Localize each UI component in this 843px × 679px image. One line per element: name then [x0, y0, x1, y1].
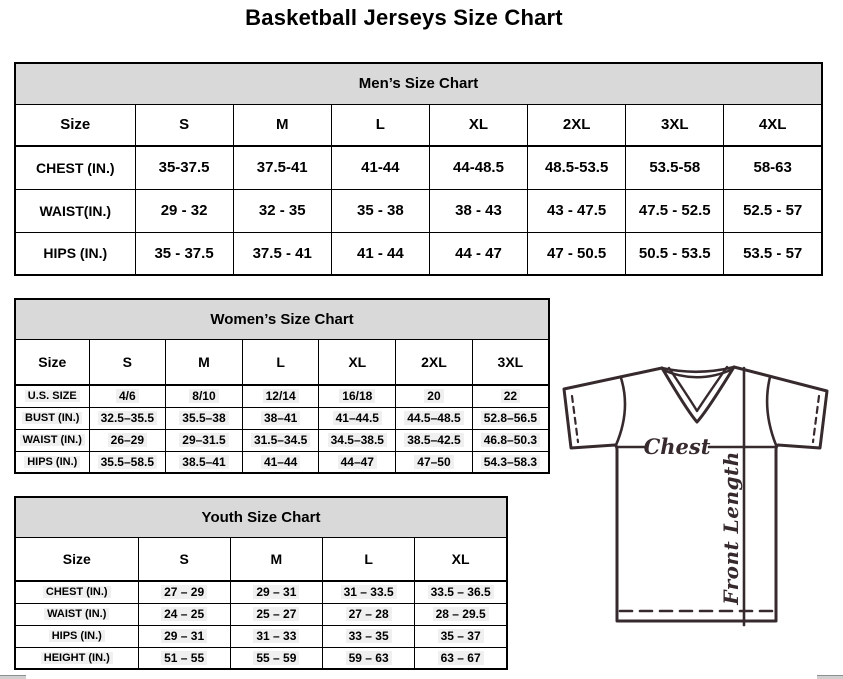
youth-row-label-text: HEIGHT (IN.)	[41, 652, 113, 664]
mens-row-label: CHEST (IN.)	[15, 146, 135, 189]
womens-value-cell	[319, 407, 396, 429]
youth-column-header-l: L	[323, 537, 415, 581]
womens-value-text: 38–41	[261, 411, 300, 425]
womens-row-label	[15, 407, 89, 429]
mens-value-cell: 29 - 32	[135, 189, 233, 232]
womens-value-cell	[166, 385, 243, 407]
mens-value-cell: 52.5 - 57	[724, 189, 822, 232]
youth-value-text: 51 – 55	[161, 651, 207, 665]
youth-value-cell	[230, 625, 322, 647]
womens-value-cell	[472, 451, 549, 473]
youth-row-label-text: WAIST (IN.)	[44, 608, 109, 620]
womens-column-header-s: S	[89, 339, 166, 385]
womens-value-text: 20	[424, 389, 443, 403]
right-shoulder-seam	[767, 377, 776, 445]
mens-value-cell: 38 - 43	[429, 189, 527, 232]
womens-table-row	[15, 451, 549, 473]
womens-table-row	[15, 429, 549, 451]
youth-row-label	[15, 603, 138, 625]
youth-value-text: 27 – 28	[346, 607, 392, 621]
womens-value-text: 31.5–34.5	[251, 433, 310, 447]
mens-value-cell: 58-63	[724, 146, 822, 189]
womens-column-header-2xl: 2XL	[396, 339, 473, 385]
youth-table-row	[15, 603, 507, 625]
youth-value-text: 28 – 29.5	[433, 607, 489, 621]
womens-value-cell	[242, 451, 319, 473]
womens-value-text: 38.5–41	[179, 455, 228, 469]
youth-value-text: 25 – 27	[253, 607, 299, 621]
youth-column-header-s: S	[138, 537, 230, 581]
womens-size-table	[14, 298, 550, 474]
youth-value-text: 31 – 33.5	[341, 585, 397, 599]
womens-value-cell	[472, 429, 549, 451]
mens-value-cell: 47 - 50.5	[528, 232, 626, 275]
womens-value-cell	[89, 385, 166, 407]
youth-value-text: 29 – 31	[253, 585, 299, 599]
mens-value-cell: 53.5-58	[626, 146, 724, 189]
womens-column-header-m: M	[166, 339, 243, 385]
mens-value-cell: 50.5 - 53.5	[626, 232, 724, 275]
mens-table-row	[15, 146, 822, 189]
youth-value-cell	[138, 603, 230, 625]
youth-column-header-m: M	[230, 537, 322, 581]
womens-value-text: 44–47	[338, 455, 377, 469]
womens-value-cell	[242, 407, 319, 429]
womens-value-cell	[319, 451, 396, 473]
womens-value-text: 35.5–38	[179, 411, 228, 425]
womens-column-header-3xl: 3XL	[472, 339, 549, 385]
youth-value-cell	[230, 581, 322, 603]
womens-value-cell	[396, 429, 473, 451]
youth-value-cell	[138, 625, 230, 647]
mens-size-header-cell: Size	[15, 104, 135, 146]
youth-value-cell	[138, 581, 230, 603]
womens-value-cell	[166, 429, 243, 451]
youth-value-text: 33 – 35	[346, 629, 392, 643]
mens-column-header-xl: XL	[429, 104, 527, 146]
womens-size-header-cell: Size	[15, 339, 89, 385]
womens-value-cell	[396, 407, 473, 429]
youth-value-text: 27 – 29	[161, 585, 207, 599]
youth-value-cell	[415, 647, 507, 669]
womens-value-cell	[472, 407, 549, 429]
mens-value-cell: 48.5-53.5	[528, 146, 626, 189]
mens-value-cell: 35 - 37.5	[135, 232, 233, 275]
youth-size-header-cell: Size	[15, 537, 138, 581]
womens-row-label	[15, 429, 89, 451]
mens-value-cell: 43 - 47.5	[528, 189, 626, 232]
womens-value-text: 8/10	[189, 389, 218, 403]
womens-value-text: 26–29	[108, 433, 147, 447]
mens-chart-title: Men’s Size Chart	[15, 63, 822, 104]
womens-table-row	[15, 385, 549, 407]
mens-value-cell: 41-44	[331, 146, 429, 189]
womens-value-text: 38.5–42.5	[404, 433, 463, 447]
womens-value-cell	[396, 385, 473, 407]
mens-value-cell: 32 - 35	[233, 189, 331, 232]
youth-table-row	[15, 581, 507, 603]
womens-value-cell	[89, 451, 166, 473]
womens-value-text: 22	[501, 389, 520, 403]
youth-row-label	[15, 581, 138, 603]
womens-chart-title: Women’s Size Chart	[15, 299, 549, 339]
youth-value-cell	[415, 581, 507, 603]
womens-value-text: 52.8–56.5	[481, 411, 540, 425]
mens-value-cell: 44-48.5	[429, 146, 527, 189]
womens-value-text: 47–50	[414, 455, 453, 469]
womens-value-cell	[472, 385, 549, 407]
jersey-outline-icon	[564, 367, 827, 621]
womens-value-text: 41–44.5	[333, 411, 382, 425]
mens-size-table	[14, 62, 823, 276]
mens-value-cell: 37.5 - 41	[233, 232, 331, 275]
jersey-measurement-diagram	[556, 358, 838, 660]
womens-value-text: 54.3–58.3	[481, 455, 540, 469]
womens-row-label-text: HIPS (IN.)	[24, 456, 80, 468]
womens-table	[14, 298, 550, 474]
youth-table	[14, 496, 508, 670]
womens-value-cell	[242, 429, 319, 451]
mens-column-header-2xl: 2XL	[528, 104, 626, 146]
womens-value-text: 29–31.5	[179, 433, 228, 447]
youth-row-label-text: CHEST (IN.)	[43, 586, 111, 598]
youth-chart-title: Youth Size Chart	[15, 497, 507, 537]
womens-value-cell	[319, 385, 396, 407]
womens-value-text: 16/18	[339, 389, 375, 403]
youth-value-text: 29 – 31	[161, 629, 207, 643]
right-cuff-stitch	[813, 396, 819, 442]
youth-row-label	[15, 647, 138, 669]
womens-value-cell	[89, 429, 166, 451]
mens-value-cell: 37.5-41	[233, 146, 331, 189]
mens-value-cell: 41 - 44	[331, 232, 429, 275]
womens-row-label-text: WAIST (IN.)	[20, 434, 85, 446]
womens-column-header-l: L	[242, 339, 319, 385]
front-length-label: Front Length	[719, 451, 743, 605]
youth-value-cell	[415, 625, 507, 647]
mens-value-cell: 47.5 - 52.5	[626, 189, 724, 232]
womens-table-row	[15, 407, 549, 429]
womens-value-text: 34.5–38.5	[328, 433, 387, 447]
youth-value-text: 59 – 63	[346, 651, 392, 665]
youth-value-text: 33.5 – 36.5	[428, 585, 494, 599]
womens-value-text: 4/6	[116, 389, 139, 403]
womens-column-header-xl: XL	[319, 339, 396, 385]
womens-value-text: 32.5–35.5	[98, 411, 157, 425]
youth-row-label-text: HIPS (IN.)	[49, 630, 105, 642]
mens-column-header-l: L	[331, 104, 429, 146]
mens-row-label: WAIST(IN.)	[15, 189, 135, 232]
mens-column-header-3xl: 3XL	[626, 104, 724, 146]
mens-value-cell: 35 - 38	[331, 189, 429, 232]
womens-value-cell	[166, 407, 243, 429]
womens-row-label	[15, 451, 89, 473]
scrollbar-fragment-left[interactable]	[0, 675, 26, 679]
youth-row-label	[15, 625, 138, 647]
youth-table-row	[15, 625, 507, 647]
youth-value-cell	[323, 581, 415, 603]
youth-value-cell	[230, 603, 322, 625]
mens-value-cell: 44 - 47	[429, 232, 527, 275]
youth-table-row	[15, 647, 507, 669]
womens-value-text: 46.8–50.3	[481, 433, 540, 447]
womens-value-text: 12/14	[263, 389, 299, 403]
youth-column-header-xl: XL	[415, 537, 507, 581]
youth-value-cell	[323, 625, 415, 647]
mens-table-row	[15, 232, 822, 275]
mens-value-cell: 53.5 - 57	[724, 232, 822, 275]
youth-value-cell	[323, 647, 415, 669]
mens-column-header-4xl: 4XL	[724, 104, 822, 146]
mens-column-header-s: S	[135, 104, 233, 146]
womens-value-text: 41–44	[261, 455, 300, 469]
womens-row-label	[15, 385, 89, 407]
youth-value-text: 55 – 59	[253, 651, 299, 665]
left-cuff-stitch	[572, 396, 578, 442]
mens-table-row	[15, 189, 822, 232]
womens-row-label-text: U.S. SIZE	[25, 390, 80, 402]
womens-value-cell	[89, 407, 166, 429]
youth-value-cell	[323, 603, 415, 625]
youth-value-cell	[138, 647, 230, 669]
womens-row-label-text: BUST (IN.)	[22, 412, 82, 424]
womens-value-text: 44.5–48.5	[404, 411, 463, 425]
womens-value-cell	[396, 451, 473, 473]
left-shoulder-seam	[616, 378, 625, 445]
womens-value-cell	[319, 429, 396, 451]
page-title: Basketball Jerseys Size Chart	[245, 5, 563, 30]
youth-value-text: 63 – 67	[438, 651, 484, 665]
womens-value-cell	[166, 451, 243, 473]
womens-value-cell	[242, 385, 319, 407]
mens-table	[14, 62, 823, 276]
womens-value-text: 35.5–58.5	[98, 455, 157, 469]
youth-size-table	[14, 496, 508, 670]
youth-value-cell	[415, 603, 507, 625]
mens-column-header-m: M	[233, 104, 331, 146]
youth-value-text: 31 – 33	[253, 629, 299, 643]
youth-value-text: 35 – 37	[438, 629, 484, 643]
mens-value-cell: 35-37.5	[135, 146, 233, 189]
mens-row-label: HIPS (IN.)	[15, 232, 135, 275]
chest-label: Chest	[643, 434, 711, 459]
youth-value-cell	[230, 647, 322, 669]
youth-value-text: 24 – 25	[161, 607, 207, 621]
scrollbar-fragment-right[interactable]	[817, 675, 843, 679]
